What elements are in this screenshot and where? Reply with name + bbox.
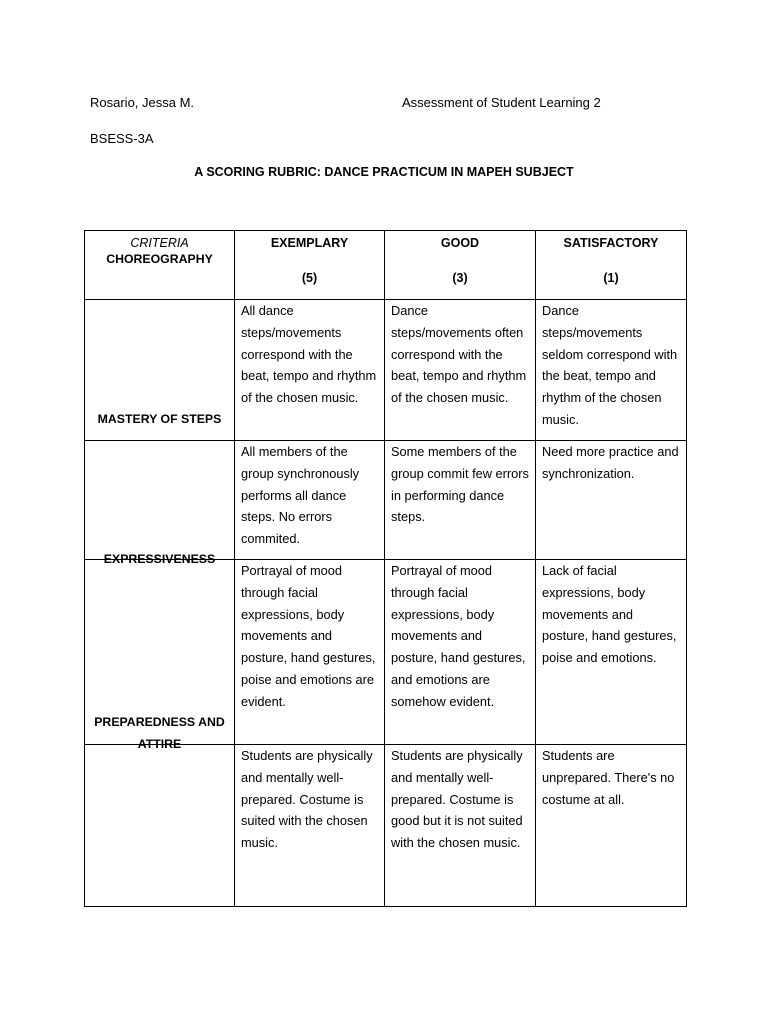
satisfactory-cell: Students are unprepared. There's no costume at all. bbox=[536, 745, 687, 907]
column-header-good bbox=[385, 231, 536, 300]
column-score: (3) bbox=[452, 271, 468, 285]
column-header-exemplary bbox=[235, 231, 385, 300]
satisfactory-cell: Dance steps/movements seldom correspond with the beat, tempo and rhythm of the chosen music. bbox=[536, 300, 687, 441]
document-title: A SCORING RUBRIC: DANCE PRACTICUM IN MAPEH SUBJECT bbox=[194, 165, 574, 179]
course-title: Assessment of Student Learning 2 bbox=[402, 95, 601, 110]
table-row bbox=[85, 441, 687, 560]
satisfactory-cell: Lack of facial expressions, body movements and posture, hand gestures, poise and emotions. bbox=[536, 560, 687, 745]
rubric-table bbox=[84, 230, 687, 907]
good-cell: Some members of the group commit few errors in performing dance steps. bbox=[385, 441, 536, 560]
column-score: (1) bbox=[603, 271, 619, 285]
exemplary-cell: All dance steps/movements correspond with the beat, tempo and rhythm of the chosen music. bbox=[235, 300, 385, 441]
student-name: Rosario, Jessa M. bbox=[90, 95, 195, 110]
criterion-cell bbox=[85, 412, 235, 560]
good-cell: Portrayal of mood through facial expressions, body movements and posture, hand gestures, and emotions are somehow evident. bbox=[385, 560, 536, 745]
column-label: CRITERIA bbox=[130, 236, 189, 250]
criterion-label: CHOREOGRAPHY bbox=[106, 252, 213, 266]
criterion-label: EXPRESSIVENESS bbox=[103, 552, 216, 566]
table-row bbox=[85, 745, 687, 907]
column-label: GOOD bbox=[440, 236, 480, 250]
criterion-label: PREPAREDNESS AND ATTIRE bbox=[94, 715, 225, 751]
criterion-cell bbox=[85, 715, 235, 907]
good-cell: Students are physically and mentally well-prepared. Costume is good but it is not suited with the chosen music. bbox=[385, 745, 536, 907]
satisfactory-cell: Need more practice and synchronization. bbox=[536, 441, 687, 560]
exemplary-cell: Portrayal of mood through facial expressions, body movements and posture, hand gestures, poise and emotions are evident. bbox=[235, 560, 385, 745]
section-label: BSESS-3A bbox=[90, 131, 154, 146]
column-label: EXEMPLARY bbox=[270, 236, 349, 250]
column-label: SATISFACTORY bbox=[563, 236, 659, 250]
column-header-satisfactory bbox=[536, 231, 687, 300]
column-score: (5) bbox=[301, 271, 318, 285]
exemplary-cell: All members of the group synchronously performs all dance steps. No errors commited. bbox=[235, 441, 385, 560]
exemplary-cell: Students are physically and mentally well-prepared. Costume is suited with the chosen music. bbox=[235, 745, 385, 907]
good-cell: Dance steps/movements often correspond with the beat, tempo and rhythm of the chosen music. bbox=[385, 300, 536, 441]
criterion-label: MASTERY OF STEPS bbox=[97, 412, 222, 426]
